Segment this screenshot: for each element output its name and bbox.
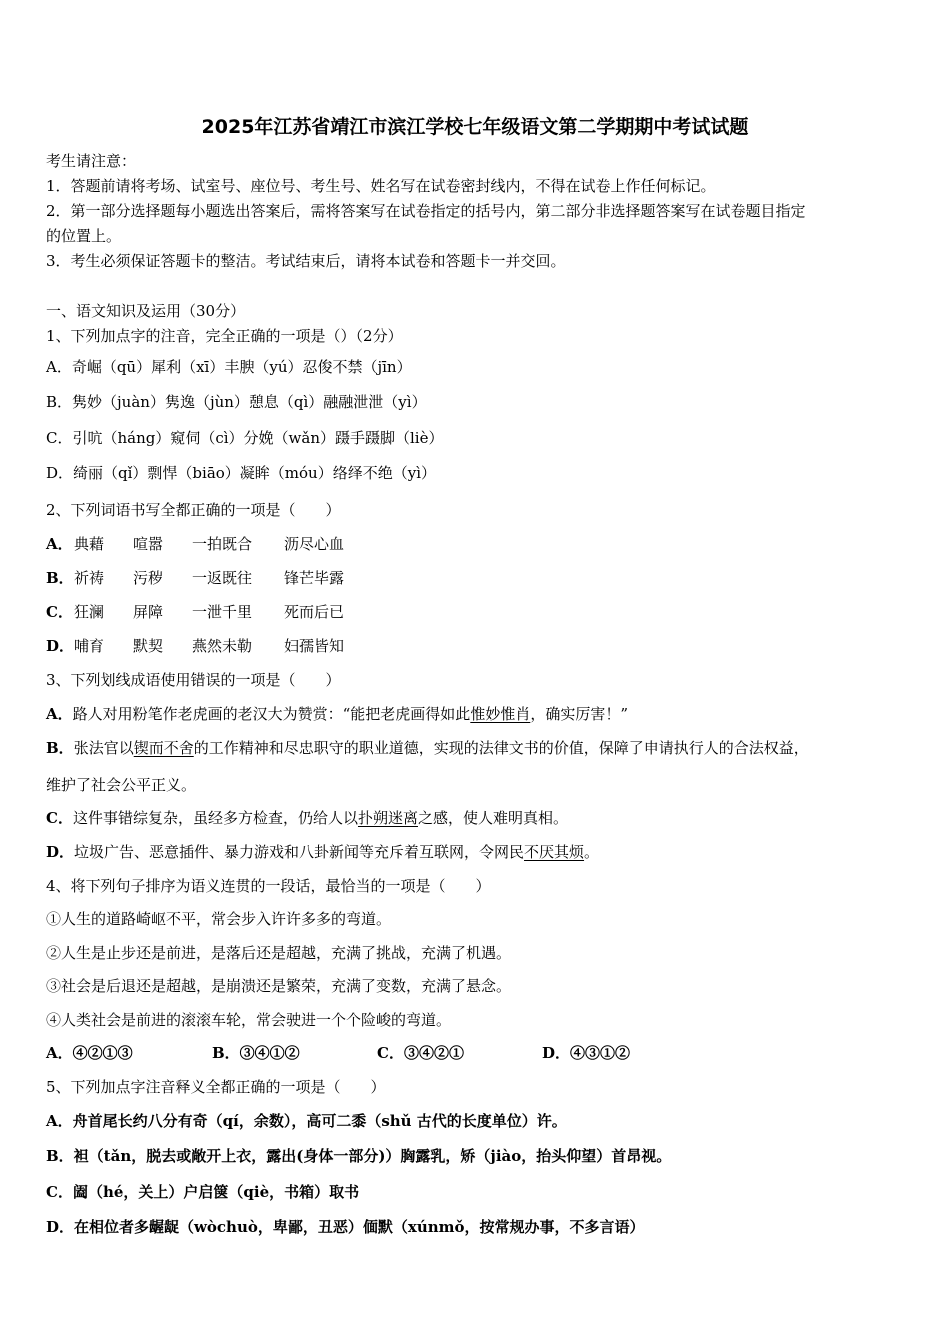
q2-word: 沥尽心血 — [284, 535, 345, 553]
q1-option-d: D．绮丽（qǐ）剽悍（biāo）凝眸（móu）络绎不绝（yì） — [46, 464, 436, 482]
q2-option-label: B． — [46, 569, 74, 587]
q3-stem: 3、下列划线成语使用错误的一项是（ ） — [46, 671, 341, 689]
q2-word: 哺育 — [74, 637, 105, 655]
q3-underlined-idiom: 扑朔迷离 — [357, 809, 418, 827]
q3-underlined-idiom: 惟妙惟肖 — [470, 705, 531, 723]
q3-option-b-cont: 维护了社会公平正义。 — [46, 776, 197, 794]
q3-text: 。 — [584, 843, 600, 861]
q4-sentence-2: ②人生是止步还是前进，是落后还是超越，充满了挑战，充满了机遇。 — [46, 944, 512, 962]
q5-option-b: B．袒（tǎn，脱去或敞开上衣，露出(身体一部分)）胸露乳，矫（jiào，抬头仰望）首昂视。 — [46, 1147, 672, 1165]
notice-item-2-cont: 的位置上。 — [46, 227, 122, 245]
q1-option-a: A．奇崛（qū）犀利（xī）丰腴（yú）忍俊不禁（jīn） — [46, 358, 412, 376]
q2-word: 屏障 — [133, 603, 164, 621]
q2-word: 一拍既合 — [192, 535, 253, 553]
q1-stem: 1、下列加点字的注音，完全正确的一项是（）（2分） — [46, 327, 403, 345]
q3-underlined-idiom: 不厌其烦 — [524, 843, 585, 861]
q3-option-label: D． — [46, 843, 75, 861]
q3-text: 的工作精神和尽忠职守的职业道德，实现的法律文书的价值，保障了申请执行人的合法权益， — [193, 739, 809, 757]
q2-word: 祈祷 — [74, 569, 105, 587]
q2-option-label: A． — [46, 535, 73, 553]
q2-stem: 2、下列词语书写全都正确的一项是（ ） — [46, 501, 341, 519]
q5-option-d: D．在相位者多龌龊（wòchuò，卑鄙，丑恶）偭默（xúnmǒ，按常规办事，不多言语） — [46, 1218, 645, 1236]
q4-option-b: B．③④①② — [212, 1044, 300, 1062]
q3-text: 张法官以 — [73, 739, 134, 757]
q2-word: 死而后已 — [284, 603, 345, 621]
q3-text: 垃圾广告、恶意插件、暴力游戏和八卦新闻等充斥着互联网，令网民 — [74, 843, 525, 861]
q3-underlined-idiom: 锲而不舍 — [133, 739, 194, 757]
notice-item-2: 2．第一部分选择题每小题选出答案后，需将答案写在试卷指定的括号内，第二部分非选择题答案写在试卷题目指定 — [46, 202, 806, 220]
section-heading: 一、语文知识及运用（30分） — [46, 302, 246, 320]
q3-option-label: B． — [46, 739, 74, 757]
q4-option-c: C．③④②① — [377, 1044, 464, 1062]
q4-sentence-3: ③社会是后退还是超越，是崩溃还是繁荣，充满了变数，充满了悬念。 — [46, 977, 512, 995]
q3-option-label: C． — [46, 809, 73, 827]
q2-word: 狂澜 — [74, 603, 105, 621]
q4-sentence-1: ①人生的道路崎岖不平，常会步入许许多多的弯道。 — [46, 910, 392, 928]
page-title: 2025年江苏省靖江市滨江学校七年级语文第二学期期中考试试题 — [201, 116, 749, 138]
q4-stem: 4、将下列句子排序为语义连贯的一段话，最恰当的一项是（ ） — [46, 877, 491, 895]
q2-word: 典藉 — [74, 535, 105, 553]
q3-option-c — [46, 808, 568, 828]
q3-text: 路人对用粉笔作老虎画的老汉大为赞赏：“能把老虎画得如此 — [72, 705, 471, 723]
q4-option-d: D．④③①② — [542, 1044, 631, 1062]
notice-item-3: 3．考生必须保证答题卡的整洁。考试结束后，请将本试卷和答题卡一并交回。 — [46, 252, 566, 270]
q3-text: 这件事错综复杂，虽经多方检查，仍给人以 — [72, 809, 358, 827]
q2-word: 燕然未勒 — [192, 637, 253, 655]
q2-word: 污秽 — [133, 569, 164, 587]
q3-option-a — [46, 704, 628, 724]
q3-option-b — [46, 738, 809, 758]
notice-item-1: 1．答题前请将考场、试室号、座位号、考生号、姓名写在试卷密封线内，不得在试卷上作任何标记。 — [46, 177, 716, 195]
q1-option-c: C．引吭（háng）窥伺（cì）分娩（wǎn）蹑手蹑脚（liè） — [46, 429, 444, 447]
notice-heading: 考生请注意： — [46, 152, 137, 170]
q2-word: 一返既往 — [192, 569, 253, 587]
q5-option-a: A．舟首尾长约八分有奇（qí，余数），高可二黍（shǔ 古代的长度单位）许。 — [46, 1112, 567, 1130]
q5-option-c: C．阖（hé，关上）户启箧（qiè，书箱）取书 — [46, 1183, 360, 1201]
q2-word: 一泄千里 — [192, 603, 253, 621]
q2-word: 锋芒毕露 — [284, 569, 345, 587]
q1-option-b: B．隽妙（juàn）隽逸（jùn）憩息（qì）融融泄泄（yì） — [46, 393, 427, 411]
q3-option-d — [46, 842, 599, 862]
q5-stem: 5、下列加点字注音释义全都正确的一项是（ ） — [46, 1078, 386, 1096]
q3-text: 之感，使人难明真相。 — [417, 809, 568, 827]
q2-option-label: C． — [46, 603, 73, 621]
q2-word: 喧嚣 — [133, 535, 164, 553]
q4-sentence-4: ④人类社会是前进的滚滚车轮，常会驶进一个个险峻的弯道。 — [46, 1011, 452, 1029]
q2-word: 默契 — [133, 637, 164, 655]
q3-text: ，确实厉害！” — [530, 705, 628, 723]
q4-option-a: A．④②①③ — [46, 1044, 133, 1062]
q2-option-label: D． — [46, 637, 75, 655]
q3-option-label: A． — [46, 705, 73, 723]
q2-word: 妇孺皆知 — [284, 637, 345, 655]
